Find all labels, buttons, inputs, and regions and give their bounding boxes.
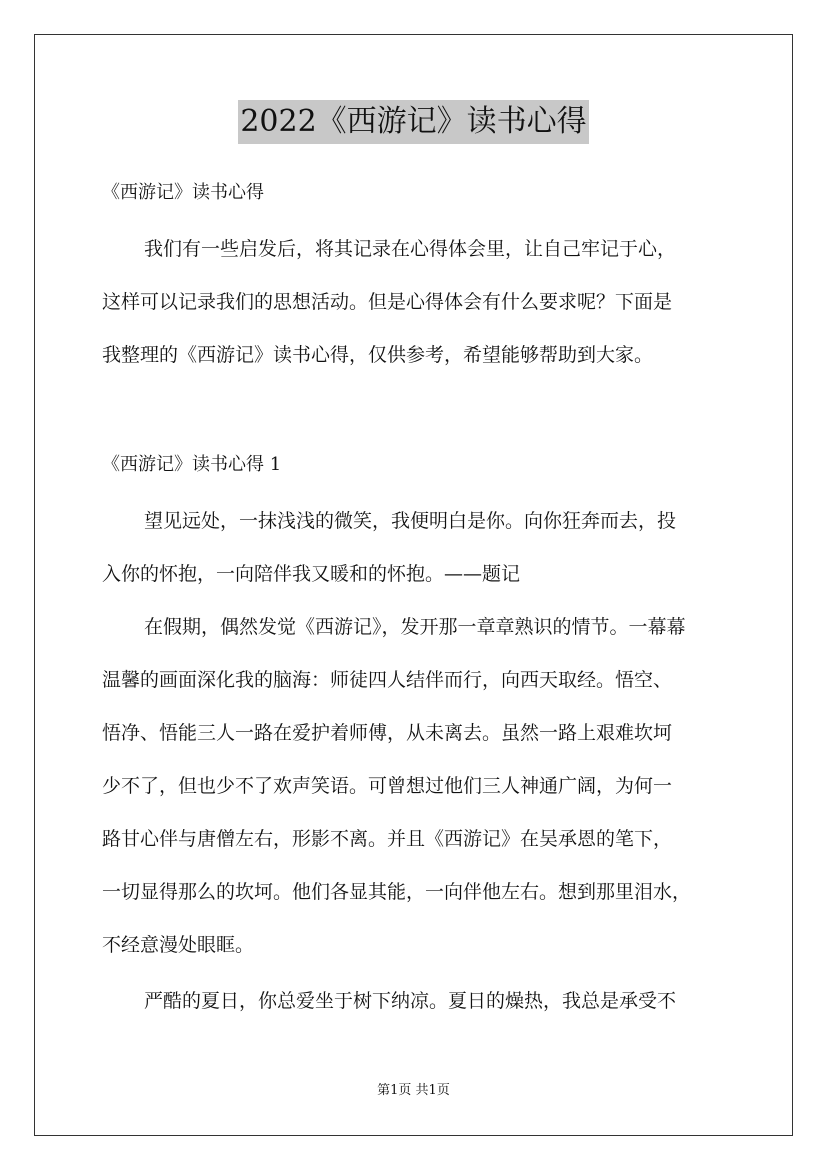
body-line-4: 温馨的画面深化我的脑海：师徒四人结伴而行，向西天取经。悟空、 xyxy=(102,669,673,691)
section-heading: 《西游记》读书心得 1 xyxy=(102,454,282,475)
body-line-9: 不经意漫处眼眶。 xyxy=(102,934,255,956)
body-line-10: 严酷的夏日，你总爱坐于树下纳凉。夏日的燥热，我总是承受不 xyxy=(144,990,677,1012)
body-line-1: 望见远处，一抹浅浅的微笑，我便明白是你。向你狂奔而去，投 xyxy=(144,510,677,532)
body-line-7: 路甘心伴与唐僧左右，形影不离。并且《西游记》在吴承恩的笔下， xyxy=(102,828,673,850)
document-title: 2022《西游记》读书心得 xyxy=(238,100,588,144)
body-line-6: 少不了，但也少不了欢声笑语。可曾想过他们三人神通广阔，为何一 xyxy=(102,775,673,797)
body-line-2: 入你的怀抱，一向陪伴我又暖和的怀抱。——题记 xyxy=(102,563,521,585)
intro-line-2: 这样可以记录我们的思想活动。但是心得体会有什么要求呢？下面是 xyxy=(102,291,673,313)
document-subtitle: 《西游记》读书心得 xyxy=(102,182,264,203)
body-line-8: 一切显得那么的坎坷。他们各显其能，一向伴他左右。想到那里泪水， xyxy=(102,881,692,903)
body-line-3: 在假期，偶然发觉《西游记》，发开那一章章熟识的情节。一幕幕 xyxy=(144,616,686,638)
title-container xyxy=(0,100,827,144)
body-line-5: 悟净、悟能三人一路在爱护着师傅，从未离去。虽然一路上艰难坎坷 xyxy=(102,722,673,744)
intro-line-1: 我们有一些启发后，将其记录在心得体会里，让自己牢记于心， xyxy=(144,238,677,260)
page-number-footer: 第1页 共1页 xyxy=(377,1083,450,1098)
intro-line-3: 我整理的《西游记》读书心得，仅供参考，希望能够帮助到大家。 xyxy=(102,344,654,366)
